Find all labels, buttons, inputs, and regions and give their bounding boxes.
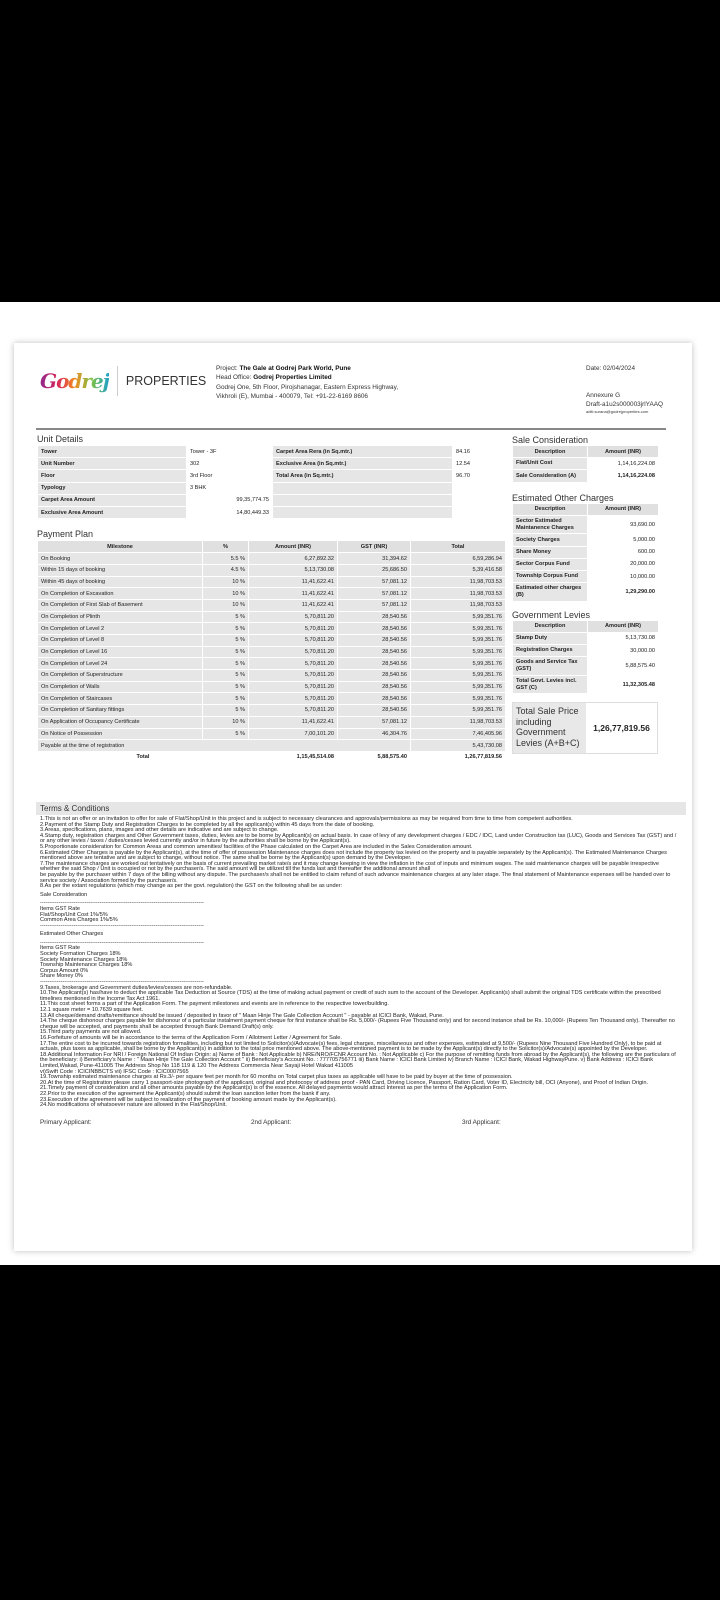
terms-line: 1.This is not an offer or an invitation to offer for sale of Flat/Shop/Unit in this project and is subject to necessary clearances and approvals/permissions as may be required from time to time from competent authorities. — [40, 816, 573, 822]
table-row — [513, 657, 659, 676]
office-label: Head Office: — [216, 374, 252, 382]
column-header: % — [203, 541, 249, 553]
plan-cell: 5 % — [203, 623, 249, 635]
terms-line: ---------------------------------------------------------------------------------------- — [40, 900, 204, 907]
plan-cell: 11,41,622.41 — [249, 588, 338, 600]
plan-cell: 10 % — [203, 716, 249, 728]
column-header: Amount (INR) — [588, 503, 659, 515]
description-cell: Flat/Unit Cost — [513, 458, 588, 470]
terms-line: 13.All cheque/demand drafts/remittance should be issued / deposited in favor of " Maan Hinje The Gale Collection Account " - payable at ICICI Bank, Wakad, Pune. — [40, 1012, 444, 1019]
plan-cell: 57,081.12 — [338, 716, 411, 728]
payment-plan-table — [37, 540, 506, 764]
plan-cell: 28,540.56 — [338, 635, 411, 647]
terms-line: Estimated Other Charges — [40, 931, 104, 938]
table-row — [38, 705, 506, 717]
terms-line: Sale Consideration — [40, 891, 88, 898]
terms-line: 19.Township estimated maintenance charges at Rs.3/- per square feet per month for 60 months on Total carpet plus taxes as applicable will have to be paid by buyer at the time of possession. — [40, 1074, 513, 1081]
plan-cell: 7,00,101.20 — [249, 728, 338, 740]
email: aditi.surana@godrejproperties.com — [586, 409, 649, 414]
column-header: Total — [411, 541, 506, 553]
terms-line: ---------------------------------------------------------------------------------------- — [40, 939, 204, 946]
table-row — [38, 716, 506, 728]
header-row — [513, 620, 659, 632]
plan-cell: 5,99,351.76 — [411, 670, 506, 682]
plan-cell: 28,540.56 — [338, 623, 411, 635]
total-row — [38, 751, 506, 763]
amount-cell: 93,690.00 — [588, 515, 659, 534]
table-row — [38, 588, 506, 600]
description-cell: Goods and Service Tax (GST) — [513, 657, 588, 676]
plan-cell: 5,99,351.76 — [411, 705, 506, 717]
plan-cell: 5,70,811.20 — [249, 670, 338, 682]
terms-line: Common Area Charges 1%/5% — [40, 917, 118, 924]
table-row — [513, 675, 659, 694]
plan-cell: On Completion of Sanitary fittings — [38, 705, 203, 717]
second-applicant-signature: 2nd Applicant: — [251, 1118, 292, 1126]
terms-line: 9.Taxes, brokerage and Government duties/levies/cesses are non-refundable. — [40, 984, 233, 991]
terms-line: 2.Payment of the Stamp Duty and Registration Charges to be completed by all the applicant(s) within 45 days from the date of booking. — [40, 821, 375, 828]
plan-cell: 6,59,286.94 — [411, 553, 506, 565]
unit-cell — [453, 482, 506, 494]
description-cell: Sector Estimated Maintanence Charges — [513, 515, 588, 534]
plan-cell: 57,081.12 — [338, 599, 411, 611]
terms-line: Corpus Amount 0% — [40, 967, 89, 974]
table-row — [513, 546, 659, 558]
plan-cell: 5 % — [203, 658, 249, 670]
annexure: Annexure G — [586, 392, 621, 399]
total-label: Total — [38, 751, 249, 763]
plan-cell: 5,70,811.20 — [249, 705, 338, 717]
header-meta — [586, 364, 663, 415]
table-row — [513, 470, 659, 482]
unit-cell: 84.16 — [453, 446, 506, 458]
plan-cell: 5 % — [203, 646, 249, 658]
plan-cell: 11,98,703.53 — [411, 588, 506, 600]
plan-cell: 5 % — [203, 705, 249, 717]
column-header: GST (INR) — [338, 541, 411, 553]
address-line: Vikhroli (E), Mumbai - 400079, Tel: +91-22-6169 8606 — [216, 393, 368, 401]
plan-cell: 6,27,892.32 — [249, 553, 338, 565]
plan-cell: 5,99,351.76 — [411, 646, 506, 658]
terms-line: Items GST Rate — [40, 945, 80, 952]
terms-line: 14.The cheque dishonour charges payable for dishonour of a particular instalment payment cheque for first instance shall be Rs. 5,000/- (Rupees Five Thousand only) and for second instance shall be Rs. 10,000/- (Rupees Ten Thousand only). Thereafter no cheque will be accepted, and payments shall be accepted through Bank Demand Draft(s) only. — [40, 1018, 675, 1030]
header-row — [513, 503, 659, 515]
terms-line: ---------------------------------------------------------------------------------------- — [40, 979, 204, 986]
terms-line: 12.1 square meter = 10.7639 square feet. — [40, 1007, 144, 1013]
unit-details-table — [37, 445, 506, 519]
brand-header — [40, 366, 206, 396]
table-row — [513, 632, 659, 644]
terms-line: 6.Estimated Other Charges is payable by the Applicant(s), at the time of offer of possession Maintenance charges does not include the property tax levied on the property and is payable separately by the Applicant(s). The Estimated Maintenance Charges mentioned above are tentative and are subject to change, without notice. The same shall be borne by the Applicant(s) upon demand by the Developer. — [40, 849, 667, 862]
unit-cell: Exclusive Area Amount — [38, 506, 187, 518]
plan-cell: 4.5 % — [203, 564, 249, 576]
plan-cell: 31,394.62 — [338, 553, 411, 565]
plan-cell: On Completion of Level 16 — [38, 646, 203, 658]
terms-line: 18.Additional Information For NRI / Foreign National Of Indian Origin: a) Name of Bank : Not Applicable b) NRE/NRO/FCNR Account No. : Not Applicable c) For the purpose of remitting funds from abroad by the Applicant(s), the following are the particulars of the beneficiary: i) Beneficiary's Name : " Maan Hinje The Gale Collection Account " ii) Beneficiary's Account No. : 777705756771 iii) Bank Name : ICICI Bank Limited iv) Branch Name : ICICI Bank, Wakad HighwayPune. v) Bank Address : ICICI Bank Limited,Wakad, Pune-411005 The Address Shop No 118 119 & 120 The Address Commercia Near Sayaji Hotel Wakad 411005 — [40, 1051, 676, 1069]
table-row — [38, 564, 506, 576]
unit-cell — [453, 494, 506, 506]
table-row — [38, 458, 506, 470]
table-row — [38, 681, 506, 693]
plan-cell: 5 % — [203, 611, 249, 623]
table-row — [38, 658, 506, 670]
description-cell: Estimated other charges (B) — [513, 583, 588, 602]
amount-cell: 5,13,730.08 — [588, 632, 659, 644]
plan-cell: Within 15 days of booking — [38, 564, 203, 576]
terms-line: 21.Timely payment of consideration and all other amounts payable by the Applicant(s) is of the essence. All delayed payments would attract Interest as per the terms of the Application Form. — [40, 1085, 508, 1092]
unit-cell: 14,80,449.33 — [187, 506, 273, 518]
amount-cell: 5,88,575.40 — [588, 657, 659, 676]
description-cell: Share Money — [513, 546, 588, 558]
terms-line: 11.This cost sheet forms a part of the Application Form. The payment milestones and events are in reference to the respective tower/building. — [40, 1001, 389, 1008]
unit-cell — [453, 506, 506, 518]
description-cell: Registration Charges — [513, 645, 588, 657]
plan-cell: On Completion of Level 8 — [38, 635, 203, 647]
plan-cell: 5 % — [203, 681, 249, 693]
plan-cell: 5,70,811.20 — [249, 646, 338, 658]
plan-cell: 11,98,703.53 — [411, 716, 506, 728]
amount-cell: 1,14,16,224.08 — [588, 458, 659, 470]
header-row — [513, 446, 659, 458]
plan-cell: On Completion of Excavation — [38, 588, 203, 600]
godrej-logo: Godrej — [40, 366, 109, 396]
plan-cell: On Application of Occupancy Certificate — [38, 716, 203, 728]
amount-cell: 1,14,16,224.08 — [588, 470, 659, 482]
registration-label: Payable at the time of registration — [38, 740, 411, 752]
plan-cell: On Completion of Level 2 — [38, 623, 203, 635]
terms-line: 10.The Applicant(s) has/have to deduct the applicable Tax Deduction at Source (TDS) at the time of making actual payment or credit of such sum to the account of the Developer. Applicant(s) shall submit the original TDS certificate within the prescribed timelines mentioned in the Income Tax Act 1961. — [40, 990, 661, 1002]
description-cell: Township Corpus Fund — [513, 570, 588, 582]
column-header: Amount (INR) — [249, 541, 338, 553]
plan-cell: 28,540.56 — [338, 681, 411, 693]
plan-cell: 10 % — [203, 588, 249, 600]
table-row — [38, 494, 506, 506]
description-cell: Society Charges — [513, 534, 588, 546]
column-header: Description — [513, 620, 588, 632]
plan-cell: 5,99,351.76 — [411, 658, 506, 670]
terms-line: 3.Areas, specifications, plans, images and other details are indicative and are subject to change. — [40, 827, 279, 834]
plan-cell: 11,98,703.53 — [411, 599, 506, 611]
plan-cell: 5,99,351.76 — [411, 693, 506, 705]
registration-row — [38, 740, 506, 752]
plan-cell: 5,70,811.20 — [249, 611, 338, 623]
amount-cell: 1,29,290.00 — [588, 583, 659, 602]
sale-consideration-title: Sale Consideration — [512, 435, 589, 445]
plan-cell: 11,41,622.41 — [249, 576, 338, 588]
table-row — [38, 482, 506, 494]
terms-line: ---------------------------------------------------------------------------------------- — [40, 922, 204, 929]
table-row — [38, 553, 506, 565]
amount-cell: 5,000.00 — [588, 534, 659, 546]
terms-line: Society Maintenance Charges 18% — [40, 956, 128, 963]
column-header: Description — [513, 446, 588, 458]
plan-cell: 5 % — [203, 693, 249, 705]
unit-cell: Floor — [38, 470, 187, 482]
plan-cell: 5,39,416.58 — [411, 564, 506, 576]
logo-divider — [117, 366, 118, 396]
plan-cell: On Notice of Possession — [38, 728, 203, 740]
unit-cell: Typology — [38, 482, 187, 494]
plan-cell: 5 % — [203, 670, 249, 682]
other-charges-table — [512, 503, 659, 602]
terms-line: 15.Third party payments are not allowed. — [40, 1029, 142, 1036]
table-row — [38, 693, 506, 705]
terms-line: 17.The entire cost to be incurred towards registration formalities, including but not limited to Solicitor(s)/Advocate(s) fees, legal charges, miscellaneous and other expenses, estimated at 9,500/- (Rupees Nine Thousand Five Hundred Only), to be paid at actuals, plus taxes as applicable, shall be borne by the Applicant(s) in addition to the total price mentioned above. The above-mentioned payment is to be made by the Applicant(s) directly to the Solicitor(s)/Advocate(s) appointed by the Developer. — [40, 1040, 662, 1053]
unit-cell: Carpet Area Amount — [38, 494, 187, 506]
plan-cell: 5.5 % — [203, 553, 249, 565]
terms-line: 4.Stamp duty, registration charges and Other Government taxes, duties, levies are to be borne by Applicant(s) on actual basis. In case of levy of any development charges / EDC / IDC, Land under Construction tax (LUC), Goods and Services Tax (GST) and / or any other levies / taxes / duties/cesses levied currently and/or in future by the authorities shall be borne by the Applicant(s). — [40, 832, 677, 845]
plan-cell: 28,540.56 — [338, 611, 411, 623]
amount-cell: 10,000.00 — [588, 570, 659, 582]
terms-line: 5.Proportionate consideration for Common Areas and common amenities/ facilities of the Phase calculated on the Carpet Area are included in the Sales Consideration amount. — [40, 843, 473, 850]
signature-row — [40, 1119, 680, 1127]
unit-cell: 3rd Floor — [187, 470, 273, 482]
table-row — [513, 534, 659, 546]
amount-cell: 11,32,305.48 — [588, 675, 659, 694]
table-row — [38, 728, 506, 740]
unit-cell — [273, 506, 453, 518]
total-value: 5,88,575.40 — [338, 751, 411, 763]
plan-cell: 28,540.56 — [338, 670, 411, 682]
unit-cell: Tower — [38, 446, 187, 458]
terms-line: be payable by the purchaser within 7 days of the billing without any dispute. The purchaser/s shall not be entitled to claim refund of such advance maintenance charges at any later stage. The final statement of Maintenance expenses will be handed over to service society / Association formed by the purchaser/s. — [40, 871, 671, 884]
table-row — [513, 515, 659, 534]
third-applicant-signature: 3rd Applicant: — [462, 1118, 501, 1126]
terms-body — [40, 817, 680, 1109]
plan-cell: 5,13,730.08 — [249, 564, 338, 576]
government-levies-title: Government Levies — [512, 609, 591, 620]
address-line: Godrej One, 5th Floor, Pirojshanagar, Eastern Express Highway, — [216, 383, 399, 391]
unit-cell: Total Area (in Sq.mtr.) — [273, 470, 453, 482]
plan-cell: 57,081.12 — [338, 588, 411, 600]
plan-cell: 10 % — [203, 576, 249, 588]
table-row — [38, 670, 506, 682]
table-row — [513, 458, 659, 470]
column-header: Amount (INR) — [588, 446, 659, 458]
plan-cell: On Booking — [38, 553, 203, 565]
plan-cell: On Completion of Level 24 — [38, 658, 203, 670]
unit-cell — [273, 494, 453, 506]
plan-cell: 10 % — [203, 599, 249, 611]
brand-properties: PROPERTIES — [125, 374, 207, 388]
terms-line: 8.As per the extant regulations (which may change as per the govt. regulation) the GST on the following shall be as under: — [40, 883, 343, 890]
other-charges-title: Estimated Other Charges — [512, 492, 614, 503]
unit-cell: 96.70 — [453, 470, 506, 482]
office-name: Godrej Properties Limited — [253, 374, 332, 382]
terms-line: Flat/Shop/Unit Cost 1%/5% — [40, 911, 108, 918]
table-row — [513, 645, 659, 657]
table-row — [38, 446, 506, 458]
unit-cell: Exclusive Area (in Sq.mtr.) — [273, 458, 453, 470]
unit-cell: 3 BHK — [187, 482, 273, 494]
registration-amount: 5,43,730.08 — [411, 740, 506, 752]
plan-cell: 5,70,811.20 — [249, 635, 338, 647]
terms-line: 24.No modifications of whatsoever nature are allowed in the Flat/Shop/Unit. — [40, 1102, 227, 1109]
terms-title: Terms & Conditions — [36, 802, 686, 815]
column-header: Amount (INR) — [588, 620, 659, 632]
plan-cell: 7,46,405.96 — [411, 728, 506, 740]
plan-cell: On Completion of Plinth — [38, 611, 203, 623]
terms-line: Items GST Rate — [40, 905, 80, 912]
terms-line: vi)Swift Code : ICICINBBCTS vii) IFSC Code : ICIC0007565 — [40, 1068, 189, 1075]
plan-cell: 5,99,351.76 — [411, 635, 506, 647]
table-row — [38, 576, 506, 588]
unit-cell: Tower - 3F — [187, 446, 273, 458]
total-value: 1,15,45,514.08 — [249, 751, 338, 763]
table-row — [38, 611, 506, 623]
plan-cell: 5 % — [203, 635, 249, 647]
description-cell: Sector Corpus Fund — [513, 558, 588, 570]
government-levies-table — [512, 620, 659, 695]
total-value: 1,26,77,819.56 — [411, 751, 506, 763]
plan-cell: Within 45 days of booking — [38, 576, 203, 588]
unit-cell: 302 — [187, 458, 273, 470]
plan-cell: On Completion of First Slab of Basement — [38, 599, 203, 611]
table-row — [38, 623, 506, 635]
plan-cell: 5,70,811.20 — [249, 693, 338, 705]
plan-cell: 46,304.76 — [338, 728, 411, 740]
date: Date: 02/04/2024 — [586, 365, 636, 372]
description-cell: Stamp Duty — [513, 632, 588, 644]
table-row — [38, 646, 506, 658]
column-header: Description — [513, 503, 588, 515]
total-sale-price — [512, 702, 658, 754]
plan-cell: On Completion of Staircases — [38, 693, 203, 705]
terms-line: 22.Prior to the execution of the agreement the Applicant(s) should submit the loan sanction letter from the bank if any. — [40, 1090, 331, 1097]
plan-cell: 28,540.56 — [338, 705, 411, 717]
terms-section — [40, 817, 680, 1127]
table-row — [513, 570, 659, 582]
plan-cell: 11,41,622.41 — [249, 599, 338, 611]
terms-line: 16.Forfeiture of amounts will be in accordance to the terms of the Application Form / Allotment Letter / Agreement for Sale. — [40, 1034, 342, 1041]
total-sale-price-label: Total Sale Price including Government Levies (A+B+C) — [513, 703, 586, 753]
unit-cell — [273, 482, 453, 494]
description-cell: Sale Consideration (A) — [513, 470, 588, 482]
project-label: Project: — [216, 365, 238, 372]
payment-plan-title: Payment Plan — [37, 529, 94, 539]
unit-details-title: Unit Details — [37, 434, 84, 444]
plan-cell: 5,99,351.76 — [411, 681, 506, 693]
unit-cell: 12.54 — [453, 458, 506, 470]
amount-cell: 30,000.00 — [588, 645, 659, 657]
table-row — [513, 558, 659, 570]
total-sale-price-value: 1,26,77,819.56 — [593, 723, 650, 734]
terms-line: Share Money 0% — [40, 973, 83, 980]
header-divider — [36, 428, 666, 430]
terms-line: Township Maintenance Charges 18% — [40, 962, 133, 969]
table-row — [38, 635, 506, 647]
plan-cell: 5,99,351.76 — [411, 611, 506, 623]
plan-cell: On Completion of Walls — [38, 681, 203, 693]
right-column — [512, 435, 658, 754]
plan-cell: 5,99,351.76 — [411, 623, 506, 635]
header-row — [38, 541, 506, 553]
header-info — [216, 364, 398, 402]
column-header: Milestone — [38, 541, 203, 553]
amount-cell: 20,000.00 — [588, 558, 659, 570]
plan-cell: On Completion of Superstructure — [38, 670, 203, 682]
plan-cell: 5,70,811.20 — [249, 658, 338, 670]
unit-cell: 99,35,774.75 — [187, 494, 273, 506]
description-cell: Total Govt. Levies incl. GST (C) — [513, 675, 588, 694]
unit-cell: Unit Number — [38, 458, 187, 470]
plan-cell: 5 % — [203, 728, 249, 740]
plan-cell: 25,686.50 — [338, 564, 411, 576]
sale-consideration-table — [512, 445, 659, 483]
plan-cell: 11,98,703.53 — [411, 576, 506, 588]
primary-applicant-signature: Primary Applicant: — [40, 1118, 92, 1126]
plan-cell: 28,540.56 — [338, 658, 411, 670]
plan-cell: 57,081.12 — [338, 576, 411, 588]
amount-cell: 600.00 — [588, 546, 659, 558]
terms-line: 20.At the time of Registration please carry 1 passport-size photograph of the applicant, original and photocopy of address proof - PAN Card, Driving Licence, Passport, Ration Card, Voter ID, Electricity bill, OCI (Anyone), and Proof of Indian Origin. — [40, 1079, 649, 1086]
terms-line: 7.The maintenance charges are worked out tentatively on the basis of current prevailing market rate/s and it may change keeping in view the inflation in the cost of inputs and minimum wages. The said maintenance charges will be payable irrespective whether the said Shop / Unit is occupied or not by the purchaser/s. The said amount will be utilized till the funds last and thereafter the additional amount shall — [40, 860, 659, 873]
terms-line: 23.Execution of the agreement will be subject to realization of the payment of booking amount made by the Applicant(s). — [40, 1096, 337, 1103]
table-row — [38, 599, 506, 611]
table-row — [38, 506, 506, 518]
plan-cell: 28,540.56 — [338, 693, 411, 705]
terms-line: Society Formation Charges 18% — [40, 951, 121, 958]
plan-cell: 5,70,811.20 — [249, 681, 338, 693]
project-name: The Gale at Godrej Park World, Pune — [239, 365, 351, 372]
plan-cell: 28,540.56 — [338, 646, 411, 658]
unit-cell: Carpet Area Rera (in Sq.mtr.) — [273, 446, 453, 458]
plan-cell: 5,70,811.20 — [249, 623, 338, 635]
draft-id: Draft-a1u2s000003jrlYAAQ — [586, 401, 663, 408]
plan-cell: 11,41,622.41 — [249, 716, 338, 728]
table-row — [38, 470, 506, 482]
table-row — [513, 583, 659, 602]
